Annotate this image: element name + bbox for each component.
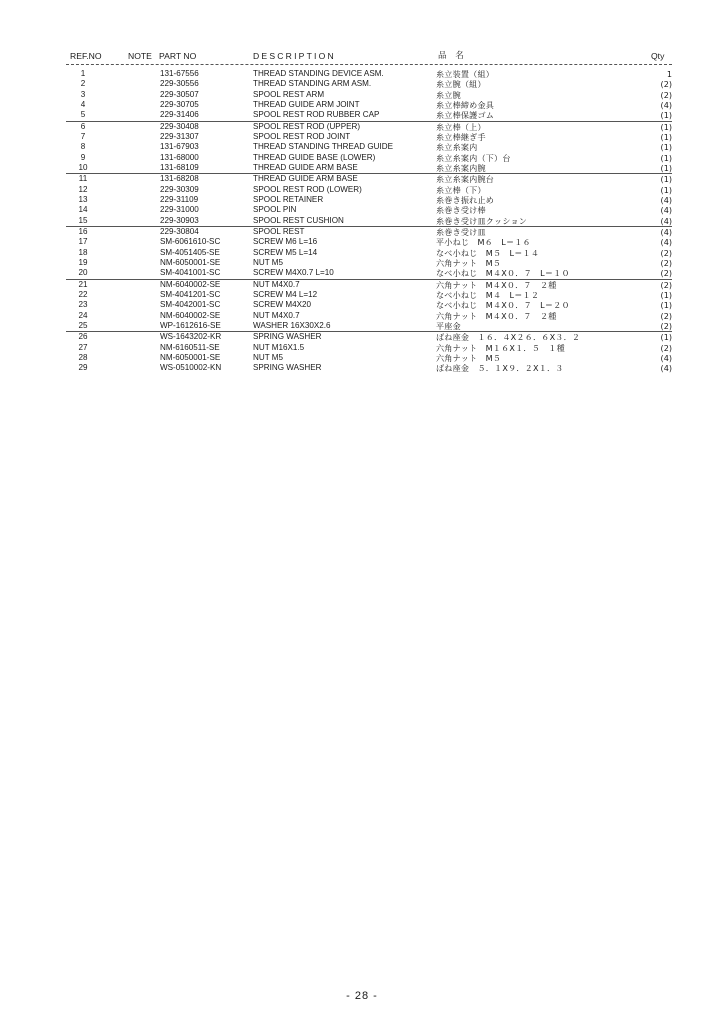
- note-cell: [100, 174, 160, 185]
- part-no-cell: NM-6050001-SE: [160, 257, 221, 267]
- ref-no-cell: 9: [80, 152, 86, 162]
- qty-cell: (4): [660, 99, 672, 110]
- table-row: [66, 100, 672, 110]
- table-row: [66, 332, 672, 343]
- japanese-name-cell: 糸立腕（組）: [436, 79, 486, 90]
- japanese-name-cell: 糸巻き受け皿: [436, 226, 628, 237]
- part-no-cell: SM-4042001-SC: [160, 300, 221, 310]
- ref-no-cell: 11: [66, 174, 100, 185]
- ref-no-cell: 20: [78, 268, 88, 278]
- qty-cell: (2): [660, 320, 672, 331]
- ref-no-cell: 28: [78, 352, 88, 362]
- header-japanese-name: 品 名: [438, 51, 464, 61]
- qty-cell: (2): [628, 279, 672, 290]
- note-cell: [100, 163, 160, 174]
- part-no-cell: 229-31307: [160, 131, 199, 141]
- qty-cell: (4): [660, 194, 672, 205]
- description-cell: THREAD STANDING DEVICE ASM.: [253, 69, 384, 78]
- note-cell: [100, 258, 160, 268]
- table-row: [66, 226, 672, 237]
- description-cell: THREAD STANDING ARM ASM.: [253, 79, 372, 89]
- description-cell: SCREW M4X0.7 L=10: [253, 268, 334, 278]
- description-cell: SPRING WASHER: [253, 363, 322, 373]
- header-part-no: PART NO: [159, 51, 197, 61]
- ref-no-cell: 18: [78, 247, 88, 257]
- description-cell: NUT M4X0.7: [253, 310, 300, 320]
- note-cell: [100, 321, 160, 332]
- table-row: [66, 90, 672, 100]
- description-cell: NUT M4X0.7: [253, 279, 436, 290]
- ref-no-cell: 29: [78, 363, 88, 373]
- description-cell: NUT M16X1.5: [253, 342, 305, 352]
- description-cell: THREAD GUIDE ARM BASE: [253, 174, 436, 185]
- part-no-cell: 229-30705: [160, 99, 199, 109]
- japanese-name-cell: 平小ねじ M６ L＝１６: [436, 237, 531, 248]
- note-cell: [100, 290, 160, 300]
- part-no-cell: 229-31109: [160, 194, 199, 204]
- qty-cell: (1): [628, 121, 672, 132]
- part-no-cell: 131-68000: [160, 152, 199, 162]
- description-cell: SCREW M6 L=16: [253, 237, 318, 247]
- table-row: [66, 268, 672, 279]
- japanese-name-cell: 糸立棒（下）: [436, 184, 486, 195]
- header-divider: [66, 64, 672, 65]
- japanese-name-cell: 糸立棒（上）: [436, 121, 628, 132]
- description-cell: THREAD STANDING THREAD GUIDE: [253, 142, 394, 152]
- table-row: [66, 121, 672, 132]
- page-number: - 28 -: [346, 990, 378, 1002]
- qty-cell: (1): [660, 162, 672, 173]
- table-row: [66, 142, 672, 152]
- japanese-name-cell: 糸巻き振れ止め: [436, 194, 495, 205]
- note-cell: [100, 79, 160, 89]
- ref-no-cell: 21: [66, 279, 100, 290]
- ref-no-cell: 25: [78, 320, 88, 330]
- part-no-cell: 131-68208: [160, 174, 253, 185]
- part-no-cell: WP-1612616-SE: [160, 320, 221, 330]
- note-cell: [100, 195, 160, 205]
- part-no-cell: 131-67903: [160, 142, 199, 152]
- note-cell: [100, 132, 160, 142]
- japanese-name-cell: 糸巻き受け棒: [436, 205, 486, 216]
- parts-table: [66, 69, 672, 374]
- japanese-name-cell: 六角ナット M４X０．７ ２種: [436, 310, 557, 321]
- qty-cell: (1): [628, 332, 672, 343]
- parts-table-body: [66, 69, 672, 374]
- ref-no-cell: 5: [80, 110, 86, 120]
- japanese-name-cell: 糸立棒継ぎ手: [436, 131, 486, 142]
- part-no-cell: 229-30507: [160, 89, 199, 99]
- table-row: [66, 300, 672, 310]
- note-cell: [100, 185, 160, 195]
- qty-cell: (4): [660, 205, 672, 216]
- qty-cell: 1: [666, 69, 672, 79]
- qty-cell: (4): [660, 363, 672, 374]
- qty-cell: (2): [660, 247, 672, 258]
- note-cell: [100, 300, 160, 310]
- ref-no-cell: 22: [78, 289, 88, 299]
- description-cell: SPOOL REST: [253, 226, 436, 237]
- table-row: [66, 321, 672, 332]
- note-cell: [100, 248, 160, 258]
- note-cell: [100, 69, 160, 79]
- japanese-name-cell: なべ小ねじ M４ L＝１２: [436, 289, 540, 300]
- qty-cell: (1): [628, 174, 672, 185]
- note-cell: [100, 363, 160, 373]
- qty-cell: (1): [660, 300, 672, 311]
- part-no-cell: SM-4051405-SE: [160, 247, 220, 257]
- description-cell: SCREW M4 L=12: [253, 289, 318, 299]
- note-cell: [100, 216, 160, 227]
- description-cell: SPOOL RETAINER: [253, 194, 324, 204]
- part-no-cell: WS-1643202-KR: [160, 332, 253, 343]
- ref-no-cell: 19: [78, 257, 88, 267]
- header-description: DESCRIPTION: [253, 51, 336, 61]
- part-no-cell: SM-6061610-SC: [160, 237, 221, 247]
- table-row: [66, 363, 672, 373]
- note-cell: [100, 311, 160, 321]
- description-cell: THREAD GUIDE BASE (LOWER): [253, 152, 376, 162]
- description-cell: THREAD GUIDE ARM BASE: [253, 162, 358, 172]
- ref-no-cell: 8: [80, 142, 86, 152]
- description-cell: SCREW M5 L=14: [253, 247, 318, 257]
- qty-cell: (4): [660, 237, 672, 248]
- qty-cell: (1): [660, 289, 672, 300]
- japanese-name-cell: 平座金: [436, 320, 461, 331]
- japanese-name-cell: なべ小ねじ M４X０．７ L＝２０: [436, 300, 570, 311]
- japanese-name-cell: ばね座金 １６．４X２６．６X３．２: [436, 332, 628, 343]
- table-row: [66, 290, 672, 300]
- part-no-cell: WS-0510002-KN: [160, 363, 222, 373]
- ref-no-cell: 4: [80, 99, 86, 109]
- part-no-cell: NM-6040002-SE: [160, 310, 221, 320]
- note-cell: [100, 279, 160, 290]
- table-row: [66, 185, 672, 195]
- qty-cell: (4): [660, 215, 672, 226]
- ref-no-cell: 23: [78, 300, 88, 310]
- part-no-cell: 229-30556: [160, 79, 199, 89]
- part-no-cell: 229-31406: [160, 110, 199, 120]
- description-cell: SPOOL REST ROD RUBBER CAP: [253, 110, 380, 120]
- description-cell: SPOOL REST ROD (UPPER): [253, 121, 436, 132]
- japanese-name-cell: なべ小ねじ M４X０．７ L＝１０: [436, 268, 570, 279]
- part-no-cell: 229-30309: [160, 184, 199, 194]
- ref-no-cell: 14: [78, 205, 88, 215]
- ref-no-cell: 2: [80, 79, 86, 89]
- japanese-name-cell: 糸立腕: [436, 89, 461, 100]
- table-row: [66, 237, 672, 247]
- ref-no-cell: 17: [78, 237, 88, 247]
- qty-cell: (1): [660, 142, 672, 153]
- qty-cell: (1): [660, 131, 672, 142]
- header-qty: Qty: [651, 51, 665, 61]
- part-no-cell: SM-4041201-SC: [160, 289, 221, 299]
- japanese-name-cell: 六角ナット M５: [436, 257, 502, 268]
- part-no-cell: 229-30903: [160, 215, 199, 225]
- part-no-cell: 229-30408: [160, 121, 253, 132]
- description-cell: SPOOL REST ROD JOINT: [253, 131, 351, 141]
- qty-cell: (4): [660, 352, 672, 363]
- description-cell: THREAD GUIDE ARM JOINT: [253, 99, 360, 109]
- table-row: [66, 279, 672, 290]
- note-cell: [100, 343, 160, 353]
- table-row: [66, 79, 672, 89]
- part-no-cell: NM-6040002-SE: [160, 279, 253, 290]
- ref-no-cell: 13: [78, 194, 88, 204]
- header-note: NOTE: [128, 51, 152, 61]
- description-cell: SPOOL REST ROD (LOWER): [253, 184, 362, 194]
- note-cell: [100, 110, 160, 121]
- part-no-cell: 131-67556: [160, 69, 199, 78]
- japanese-name-cell: 六角ナット M４X０．７ ２種: [436, 279, 628, 290]
- description-cell: SPOOL PIN: [253, 205, 297, 215]
- ref-no-cell: 3: [80, 89, 86, 99]
- ref-no-cell: 26: [66, 332, 100, 343]
- japanese-name-cell: 糸立棒締め金具: [436, 99, 495, 110]
- japanese-name-cell: ばね座金 ５．１X９．２X１．３: [436, 363, 564, 374]
- japanese-name-cell: 糸巻き受け皿クッション: [436, 215, 528, 226]
- japanese-name-cell: 糸立糸案内: [436, 142, 478, 153]
- table-row: [66, 132, 672, 142]
- ref-no-cell: 10: [78, 162, 88, 172]
- ref-no-cell: 16: [66, 226, 100, 237]
- table-row: [66, 216, 672, 227]
- note-cell: [100, 353, 160, 363]
- table-row: [66, 258, 672, 268]
- description-cell: NUT M5: [253, 257, 283, 267]
- table-row: [66, 343, 672, 353]
- note-cell: [100, 237, 160, 247]
- table-row: [66, 248, 672, 258]
- part-no-cell: SM-4041001-SC: [160, 268, 221, 278]
- note-cell: [100, 142, 160, 152]
- table-row: [66, 110, 672, 121]
- japanese-name-cell: なべ小ねじ M５ L＝１４: [436, 247, 540, 258]
- note-cell: [100, 90, 160, 100]
- header-ref-no: REF.NO: [70, 51, 102, 61]
- ref-no-cell: 7: [80, 131, 86, 141]
- note-cell: [100, 100, 160, 110]
- description-cell: SPRING WASHER: [253, 332, 436, 343]
- part-no-cell: 229-31000: [160, 205, 199, 215]
- ref-no-cell: 1: [80, 69, 86, 78]
- table-row: [66, 153, 672, 163]
- note-cell: [100, 205, 160, 215]
- table-row: [66, 353, 672, 363]
- japanese-name-cell: 糸立糸案内腕: [436, 162, 486, 173]
- part-no-cell: 229-30804: [160, 226, 253, 237]
- description-cell: SPOOL REST ARM: [253, 89, 325, 99]
- qty-cell: (1): [660, 184, 672, 195]
- japanese-name-cell: 糸立装置（組）: [436, 69, 495, 79]
- note-cell: [100, 268, 160, 279]
- description-cell: SPOOL REST CUSHION: [253, 215, 344, 225]
- description-cell: NUT M5: [253, 352, 283, 362]
- description-cell: SCREW M4X20: [253, 300, 312, 310]
- description-cell: WASHER 16X30X2.6: [253, 320, 331, 330]
- japanese-name-cell: 糸立糸案内（下）台: [436, 152, 511, 163]
- note-cell: [100, 332, 160, 343]
- part-no-cell: NM-6050001-SE: [160, 352, 221, 362]
- qty-cell: (4): [628, 226, 672, 237]
- qty-cell: (1): [660, 152, 672, 163]
- qty-cell: (2): [660, 79, 672, 90]
- ref-no-cell: 24: [78, 310, 88, 320]
- japanese-name-cell: 糸立糸案内腕台: [436, 174, 628, 185]
- ref-no-cell: 15: [78, 215, 88, 225]
- note-cell: [100, 226, 160, 237]
- ref-no-cell: 27: [78, 342, 88, 352]
- japanese-name-cell: 六角ナット M１６X１．５ １種: [436, 342, 565, 353]
- ref-no-cell: 12: [78, 184, 88, 194]
- qty-cell: (2): [660, 310, 672, 321]
- qty-cell: (2): [660, 257, 672, 268]
- table-row: [66, 69, 672, 79]
- note-cell: [100, 121, 160, 132]
- table-row: [66, 205, 672, 215]
- part-no-cell: NM-6160511-SE: [160, 342, 220, 352]
- part-no-cell: 131-68109: [160, 162, 199, 172]
- qty-cell: (2): [660, 342, 672, 353]
- qty-cell: (1): [660, 110, 672, 121]
- table-row: [66, 311, 672, 321]
- qty-cell: (2): [660, 268, 672, 279]
- table-row: [66, 163, 672, 174]
- japanese-name-cell: 糸立棒保護ゴム: [436, 110, 495, 121]
- note-cell: [100, 153, 160, 163]
- japanese-name-cell: 六角ナット M５: [436, 352, 502, 363]
- ref-no-cell: 6: [66, 121, 100, 132]
- table-row: [66, 174, 672, 185]
- table-row: [66, 195, 672, 205]
- qty-cell: (2): [660, 89, 672, 100]
